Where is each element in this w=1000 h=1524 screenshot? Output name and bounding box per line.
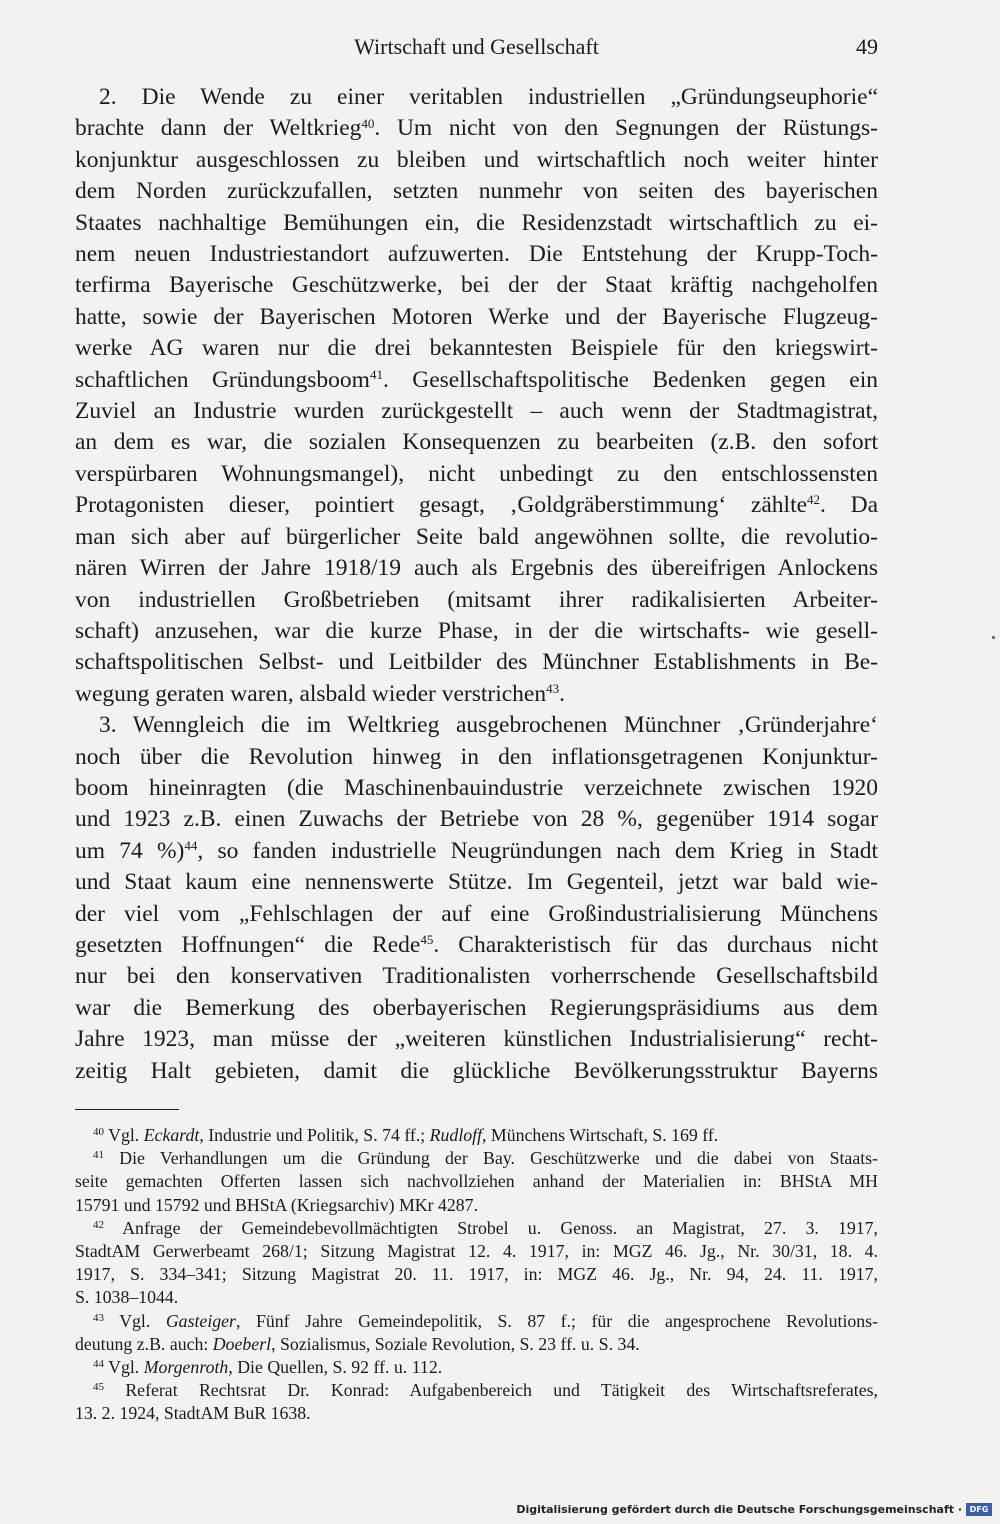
footnote-text: deutung z.B. auch: xyxy=(75,1333,213,1354)
line-text: Protagonisten dieser, pointiert gesagt, ‚Goldgräberstimmung‘ zählte xyxy=(75,492,808,519)
footnote-marker[interactable]: 41 xyxy=(369,366,383,382)
footnote-line xyxy=(75,1194,878,1217)
author-name: Eckardt xyxy=(143,1125,200,1145)
line-text: hatte, sowie der Bayerischen Motoren Werke und der Bayerische Flugzeug- xyxy=(75,303,878,330)
line-text: werke AG waren nur die drei bekanntesten Beispiele für den kriegswirt- xyxy=(75,335,878,362)
footnote-45 xyxy=(75,1379,878,1425)
text-line xyxy=(75,490,878,521)
footnote-text: Vgl. xyxy=(108,1357,144,1378)
line-text: brachte dann der Weltkrieg xyxy=(75,115,362,142)
footnote-40 xyxy=(75,1124,878,1147)
footnote-line xyxy=(75,1240,878,1263)
line-text: und Staat kaum eine nennenswerte Stütze. Im Gegenteil, jetzt war bald wie- xyxy=(75,869,878,896)
text-line xyxy=(75,679,878,710)
line-text: und 1923 z.B. einen Zuwachs der Betriebe von 28 %, gegenüber 1914 sogar xyxy=(75,806,878,833)
footnote-text: , Industrie und Politik, S. 74 ff.; xyxy=(199,1125,430,1145)
text-line xyxy=(75,585,878,616)
footnote-marker[interactable]: 40 xyxy=(361,115,375,131)
footnote-text: 1917, S. 334–341; Sitzung Magistrat 20. 11. 1917, in: MGZ 46. Jg., Nr. 94, 24. 11. 1917, xyxy=(75,1264,878,1285)
footnote-number: 44 xyxy=(93,1358,104,1371)
line-text: schaftspolitischen Selbst- und Leitbilder des Münchner Establishments in Be- xyxy=(75,649,878,676)
book-page xyxy=(75,30,878,1426)
text-line xyxy=(75,773,878,804)
footnote-text: Die Verhandlungen um die Gründung der Bay. Geschützwerke und die dabei von Staats- xyxy=(119,1148,878,1169)
text-line xyxy=(75,459,878,490)
line-text: . xyxy=(559,680,565,707)
footnote-text: S. 1038–1044. xyxy=(75,1287,179,1308)
footnote-line xyxy=(75,1170,878,1193)
line-text: schaftlichen Gründungsboom xyxy=(75,366,370,393)
footnote-number: 43 xyxy=(93,1311,104,1324)
line-text: schaft) anzusehen, war die kurze Phase, in der die wirtschafts- wie gesell- xyxy=(75,617,878,644)
footnote-text: 15791 und 15792 und BHStA (Kriegsarchiv) MKr 4287. xyxy=(75,1194,479,1215)
line-text: Staates nachhaltige Bemühungen ein, die Residenzstadt wirtschaftlich zu ei- xyxy=(75,209,878,236)
text-line xyxy=(75,396,878,427)
footnote-42 xyxy=(75,1217,878,1310)
line-text: . Um nicht von den Segnungen der Rüstungs- xyxy=(374,115,878,142)
text-line xyxy=(75,365,878,396)
dfg-logo-icon: DFG xyxy=(966,1503,992,1516)
text-line xyxy=(75,176,878,207)
line-text: , so fanden industrielle Neugründungen nach dem Krieg in Stadt xyxy=(197,837,878,864)
text-line xyxy=(75,899,878,930)
footnote-line xyxy=(75,1379,878,1402)
line-text: konjunktur ausgeschlossen zu bleiben und wirtschaftlich noch weiter hinter xyxy=(75,146,878,173)
text-line xyxy=(75,710,878,741)
line-text: . Da xyxy=(820,492,878,519)
line-text: Jahre 1923, man müsse der „weiteren künstlichen Industrialisierung“ recht- xyxy=(75,1026,878,1053)
line-text: nem neuen Industriestandort aufzuwerten. Die Entstehung der Krupp-Toch- xyxy=(75,241,878,268)
text-line xyxy=(75,1056,878,1087)
footnote-text: Referat Rechtsrat Dr. Konrad: Aufgabenbereich und Tätigkeit des Wirtschaftsreferates, xyxy=(125,1380,878,1401)
footnote-line xyxy=(75,1124,878,1147)
footnote-marker[interactable]: 42 xyxy=(807,492,821,508)
footnote-number: 45 xyxy=(93,1381,104,1394)
text-line xyxy=(75,867,878,898)
line-text: war die Bemerkung des oberbayerischen Regierungspräsidiums aus dem xyxy=(75,994,878,1021)
footnote-separator xyxy=(75,1109,179,1110)
line-text: von industriellen Großbetrieben (mitsamt ihrer radikalisierten Arbeiter- xyxy=(75,586,878,613)
footnote-line xyxy=(75,1356,878,1379)
text-line xyxy=(75,333,878,364)
footnote-text: , Münchens Wirtschaft, S. 169 ff. xyxy=(482,1125,719,1145)
line-text: man sich aber auf bürgerlicher Seite bald angewöhnen sollte, die revolutio- xyxy=(75,523,878,550)
text-line xyxy=(75,1024,878,1055)
footnote-text: Anfrage der Gemeindebevollmächtigten Strobel u. Genoss. an Magistrat, 27. 3. 1917, xyxy=(122,1217,878,1238)
text-line xyxy=(75,647,878,678)
footnote-line xyxy=(75,1217,878,1240)
footnote-text: 13. 2. 1924, StadtAM BuR 1638. xyxy=(75,1403,311,1424)
text-line xyxy=(75,836,878,867)
line-text: . Gesellschaftspolitische Bedenken gegen ein xyxy=(382,366,878,393)
line-text: noch über die Revolution hinweg in den inflationsgetragenen Konjunktur- xyxy=(75,743,878,770)
page-number: 49 xyxy=(856,34,878,59)
footnote-text: , Sozialismus, Soziale Revolution, S. 23 ff. u. S. 34. xyxy=(271,1333,640,1354)
text-line xyxy=(75,82,878,113)
digitization-credit xyxy=(516,1503,992,1516)
line-text: der viel vom „Fehlschlagen der auf eine Großindustrialisierung Münchens xyxy=(75,900,878,927)
text-line xyxy=(75,239,878,270)
text-line xyxy=(75,208,878,239)
line-text: an dem es war, die sozialen Konsequenzen zu bearbeiten (z.B. den sofort xyxy=(75,429,878,456)
line-text: terfirma Bayerische Geschützwerke, bei der der Staat kräftig nachgeholfen xyxy=(75,272,878,299)
line-text: gesetzten Hoffnungen“ die Rede xyxy=(75,931,421,958)
footnote-line xyxy=(75,1333,878,1356)
paragraph-2 xyxy=(75,82,878,710)
line-text: zeitig Halt gebieten, damit die glückliche Bevölkerungsstruktur Bayerns xyxy=(75,1057,878,1084)
running-head xyxy=(75,30,878,64)
text-line xyxy=(75,961,878,992)
text-line xyxy=(75,427,878,458)
line-text: nären Wirren der Jahre 1918/19 auch als Ergebnis des übereifrigen Anlockens xyxy=(75,555,878,582)
text-line xyxy=(75,742,878,773)
text-line xyxy=(75,804,878,835)
footnote-text: seite gemachten Offerten lassen sich nachvollziehen anhand der Materialien in: BHStA MH xyxy=(75,1171,878,1192)
text-line xyxy=(75,302,878,333)
footnote-text: Vgl. xyxy=(108,1125,144,1145)
text-line xyxy=(75,270,878,301)
author-name: Gasteiger xyxy=(165,1310,236,1331)
footnote-text: StadtAM Gerwerbeamt 268/1; Sitzung Magistrat 12. 4. 1917, in: MGZ 46. Jg., Nr. 30/31, 18. 4. xyxy=(75,1241,878,1262)
footnote-text: Vgl. xyxy=(119,1310,166,1331)
footnote-number: 42 xyxy=(93,1218,104,1231)
running-title: Wirtschaft und Gesellschaft xyxy=(354,34,599,59)
line-text: 3. Wenngleich die im Weltkrieg ausgebrochenen Münchner ‚Gründerjahre‘ xyxy=(99,712,878,739)
line-text: um 74 %) xyxy=(75,837,185,864)
line-text: nur bei den konservativen Traditionalisten vorherrschende Gesellschaftsbild xyxy=(75,963,878,990)
paragraph-3 xyxy=(75,710,878,1087)
footnote-line xyxy=(75,1263,878,1286)
footnotes xyxy=(75,1124,878,1426)
author-name: Rudloff xyxy=(429,1125,483,1145)
footnote-line xyxy=(75,1402,878,1425)
line-text: wegung geraten waren, alsbald wieder verstrichen xyxy=(75,680,547,707)
footnote-text: , Die Quellen, S. 92 ff. u. 112. xyxy=(228,1357,443,1378)
footnote-line xyxy=(75,1310,878,1333)
author-name: Morgenroth xyxy=(143,1357,229,1378)
footnote-text: , Fünf Jahre Gemeindepolitik, S. 87 f.; für die angesprochene Revolutions- xyxy=(235,1310,879,1331)
footnote-line xyxy=(75,1147,878,1170)
text-line xyxy=(75,930,878,961)
body-text xyxy=(75,82,878,1087)
footnote-41 xyxy=(75,1147,878,1217)
footnote-number: 41 xyxy=(93,1149,104,1162)
footnote-44 xyxy=(75,1356,878,1379)
footnote-marker[interactable]: 43 xyxy=(546,680,560,696)
text-line xyxy=(75,553,878,584)
text-line xyxy=(75,145,878,176)
line-text: boom hineinragten (die Maschinenbauindustrie verzeichnete zwischen 1920 xyxy=(75,774,878,801)
footnote-line xyxy=(75,1286,878,1309)
author-name: Doeberl xyxy=(212,1333,272,1354)
footnote-marker[interactable]: 45 xyxy=(420,932,434,948)
text-line xyxy=(75,522,878,553)
footnote-43 xyxy=(75,1310,878,1356)
line-text: dem Norden zurückzufallen, setzten nunmehr von seiten des bayerischen xyxy=(75,178,878,205)
line-text: Zuviel an Industrie wurden zurückgestellt – auch wenn der Stadtmagistrat, xyxy=(75,398,878,425)
text-line xyxy=(75,993,878,1024)
text-line xyxy=(75,616,878,647)
scan-speck xyxy=(992,636,995,639)
credit-text: Digitalisierung gefördert durch die Deutsche Forschungsgemeinschaft · xyxy=(516,1503,962,1516)
line-text: verspürbaren Wohnungsmangel), nicht unbedingt zu den entschlossensten xyxy=(75,460,878,487)
line-text: . Charakteristisch für das durchaus nicht xyxy=(433,931,878,958)
footnote-marker[interactable]: 44 xyxy=(184,837,198,853)
text-line xyxy=(75,113,878,144)
line-text: 2. Die Wende zu einer veritablen industriellen „Gründungseuphorie“ xyxy=(99,84,878,110)
footnote-number: 40 xyxy=(93,1126,104,1139)
